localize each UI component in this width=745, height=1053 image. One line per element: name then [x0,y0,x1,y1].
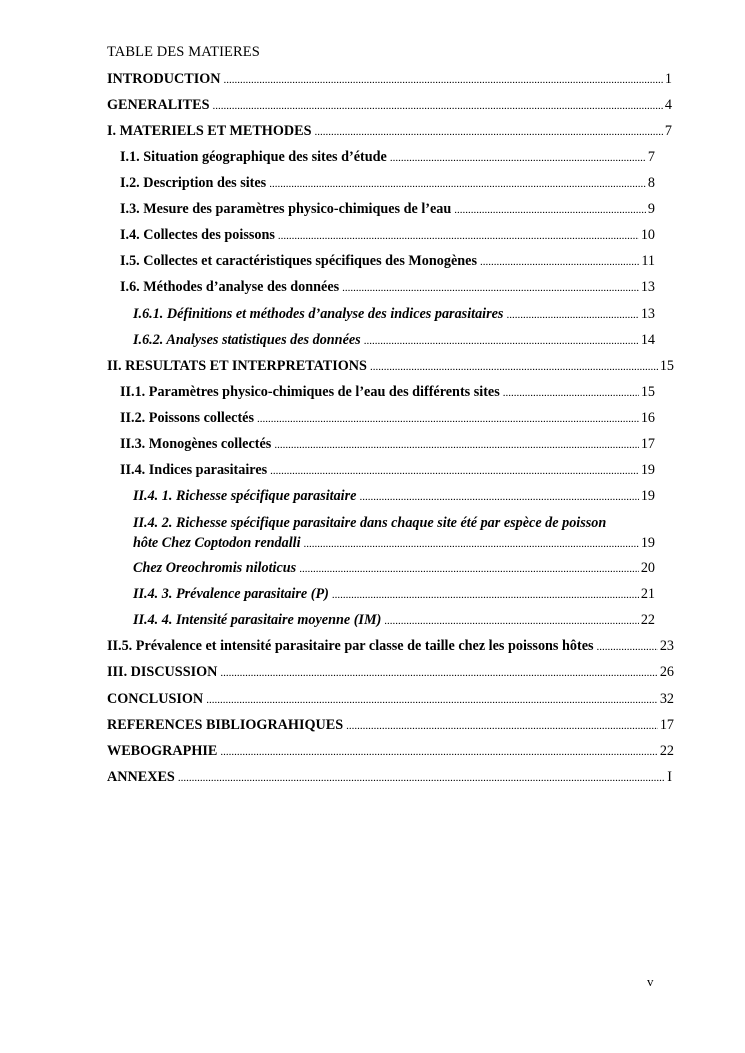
toc-page-number: 22 [659,743,674,759]
page-title: TABLE DES MATIERES [107,44,260,60]
toc-entry-annexes[interactable] [107,767,672,787]
dot-leader [269,174,646,194]
dot-leader [454,200,646,220]
toc-page-number: 10 [640,227,655,243]
toc-page-number: 4 [664,97,672,113]
dot-leader [503,383,639,403]
toc-label: I.2. Description des sites [120,175,267,191]
toc-label: II.1. Paramètres physico-chimiques de l’eau des différents sites [120,384,500,400]
toc-label: II. RESULTATS ET INTERPRETATIONS [107,358,367,374]
toc-page-number: 23 [659,638,674,654]
toc-entry-ii2[interactable] [120,408,655,428]
toc-page-number: 1 [664,71,672,87]
toc-page-number: 7 [664,123,672,139]
toc-page-number: 15 [640,384,655,400]
toc-label: hôte Chez Coptodon rendalli [133,535,301,551]
toc-page-number: 32 [659,691,674,707]
toc-entry-ii43[interactable] [133,584,655,604]
dot-leader [314,122,662,142]
dot-leader [178,768,665,788]
dot-leader [257,409,639,429]
toc-label: I.6. Méthodes d’analyse des données [120,279,340,295]
toc-entry-i6[interactable] [120,277,655,297]
toc-page-number: 19 [640,535,655,551]
toc-entry-ii1[interactable] [120,382,655,402]
dot-leader [390,148,646,168]
dot-leader [597,637,658,657]
toc-entry-materiels-methodes[interactable] [107,121,672,141]
toc-page-number: 7 [647,149,655,165]
toc-entry-i3[interactable] [120,199,655,219]
toc-entry-webographie[interactable] [107,741,674,761]
toc-page-number: 11 [641,253,655,269]
toc-label: II.3. Monogènes collectés [120,436,272,452]
toc-label: II.4. 1. Richesse spécifique parasitaire [133,488,357,504]
toc-entry-generalites[interactable] [107,95,672,115]
toc-page-number: 13 [640,306,655,322]
toc-label: II.4. 4. Intensité parasitaire moyenne (IM) [133,612,382,628]
toc-page-number: 17 [640,436,655,452]
toc-entry-ii3[interactable] [120,434,655,454]
dot-leader [342,278,639,298]
toc-page-number: 19 [640,462,655,478]
toc-entry-resultats[interactable] [107,356,674,376]
dot-leader [480,252,639,272]
toc-page-number: 21 [640,586,655,602]
dot-leader [299,559,639,579]
dot-leader [359,487,638,507]
toc-entry-discussion[interactable] [107,662,674,682]
toc-entry-ii44[interactable] [133,610,655,630]
toc-label: I.6.1. Définitions et méthodes d’analyse des indices parasitaires [133,306,504,322]
toc-entry-i2[interactable] [120,173,655,193]
toc-label: I.6.2. Analyses statistiques des données [133,332,361,348]
toc-label: II.5. Prévalence et intensité parasitaire par classe de taille chez les poissons hôtes [107,638,594,654]
toc-entry-i5[interactable] [120,251,655,271]
toc-entry-i1[interactable] [120,147,655,167]
toc-label: GENERALITES [107,97,210,113]
toc-entry-references[interactable] [107,715,674,735]
toc-label: INTRODUCTION [107,71,221,87]
dot-leader [213,96,663,116]
toc-label: II.4. 3. Prévalence parasitaire (P) [133,586,329,602]
toc-label: I.1. Situation géographique des sites d’étude [120,149,387,165]
toc-label: REFERENCES BIBLIOGRAHIQUES [107,717,344,733]
toc-label: WEBOGRAPHIE [107,743,218,759]
toc-label: III. DISCUSSION [107,664,218,680]
toc-entry-ii5[interactable] [107,636,674,656]
dot-leader [364,331,639,351]
dot-leader [278,226,639,246]
toc-page-number: 17 [659,717,674,733]
toc-entry-oreochromis[interactable] [133,558,655,578]
toc-entry-ii42-line1[interactable]: II.4. 2. Richesse spécifique parasitaire dans chaque site été par espèce de poisson [133,515,607,531]
toc-page-number: 19 [640,488,655,504]
toc-entry-i4[interactable] [120,225,655,245]
toc-page-number: 9 [647,201,655,217]
toc-label: II.2. Poissons collectés [120,410,254,426]
dot-leader [304,534,639,554]
dot-leader [220,742,657,762]
toc-entry-ii41[interactable] [133,486,655,506]
toc-label: ANNEXES [107,769,175,785]
toc-page-number: I [667,769,672,785]
dot-leader [370,357,658,377]
toc-page-number: 15 [659,358,674,374]
dot-leader [274,435,639,455]
toc-label: Chez Oreochromis niloticus [133,560,297,576]
toc-page-number: 14 [640,332,655,348]
dot-leader [506,305,638,325]
dot-leader [270,461,639,481]
toc-label: CONCLUSION [107,691,204,707]
toc-entry-conclusion[interactable] [107,689,674,709]
dot-leader [346,716,658,736]
dot-leader [332,585,639,605]
dot-leader [224,70,663,90]
toc-entry-i62[interactable] [133,330,655,350]
toc-page-number: 20 [640,560,655,576]
toc-entry-introduction[interactable] [107,69,672,89]
toc-entry-i61[interactable] [133,304,655,324]
dot-leader [206,690,658,710]
toc-page-number: 16 [640,410,655,426]
toc-entry-ii42-line2[interactable] [133,533,655,553]
toc-label: I.5. Collectes et caractéristiques spécifiques des Monogènes [120,253,477,269]
toc-page-number: 26 [659,664,674,680]
toc-entry-ii4[interactable] [120,460,655,480]
toc-label: I. MATERIELS ET METHODES [107,123,312,139]
footer-page-number: v [647,974,654,989]
toc-label: I.3. Mesure des paramètres physico-chimiques de l’eau [120,201,452,217]
toc-label: I.4. Collectes des poissons [120,227,275,243]
toc-page-number: 22 [640,612,655,628]
dot-leader [220,663,657,683]
toc-page-number: 8 [647,175,655,191]
toc-label: II.4. Indices parasitaires [120,462,268,478]
dot-leader [384,611,639,631]
toc-page-number: 13 [640,279,655,295]
